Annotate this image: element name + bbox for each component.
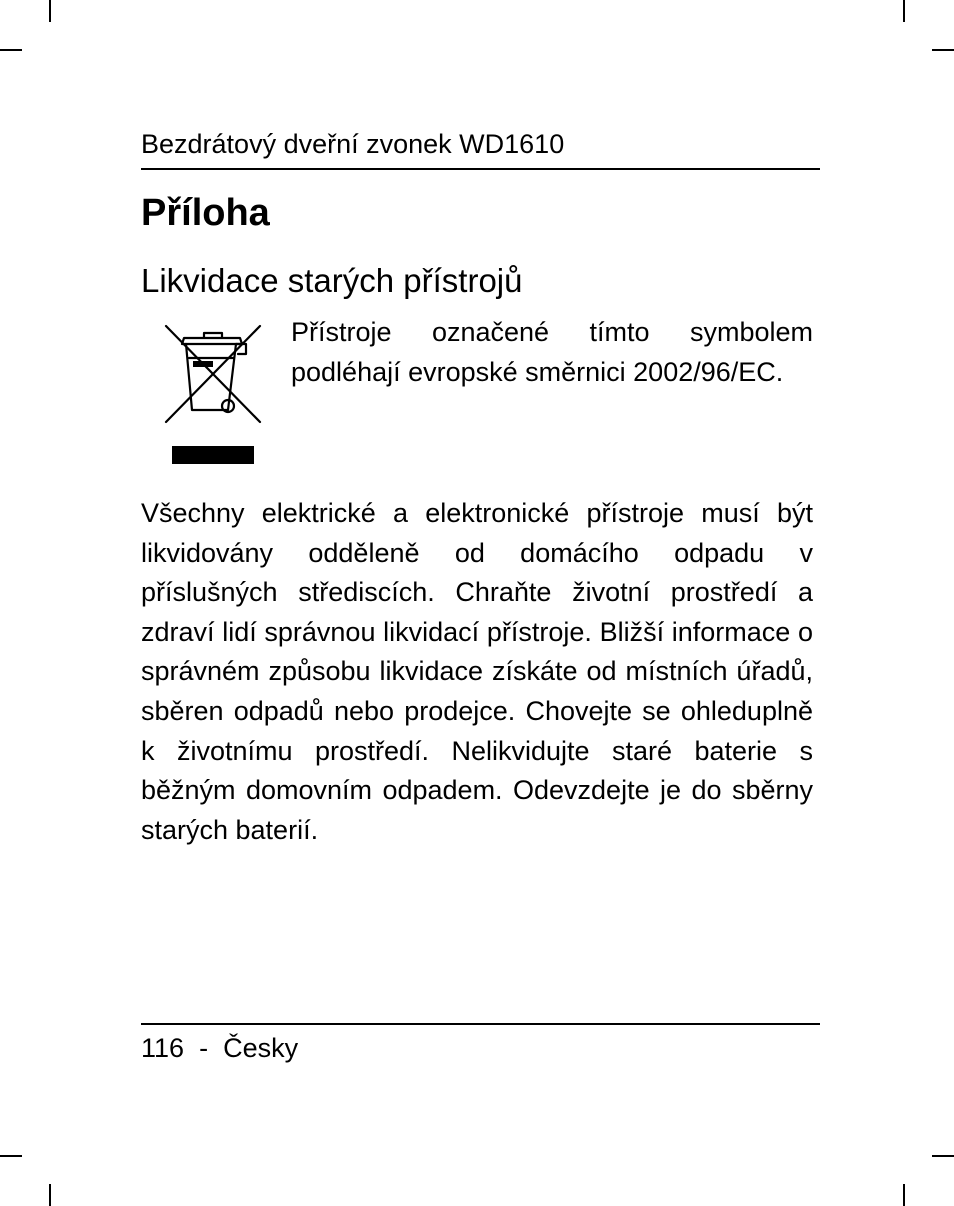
crop-mark xyxy=(903,1184,905,1206)
footer-rule xyxy=(141,1023,820,1025)
directive-notice: Přístroje označené tímto symbolem podléhají evropské směrnici 2002/96/EC. xyxy=(291,317,813,387)
crop-mark xyxy=(49,0,51,22)
section-title: Příloha xyxy=(141,192,270,234)
running-header: Bezdrátový dveřní zvonek WD1610 xyxy=(141,129,565,159)
crossed-out-wheelie-bin-icon xyxy=(162,322,264,466)
footer-language: Česky xyxy=(223,1033,299,1063)
crop-mark xyxy=(932,1155,954,1157)
page-footer xyxy=(141,1030,298,1066)
crop-mark xyxy=(0,49,22,51)
subsection-title: Likvidace starých přístrojů xyxy=(141,262,523,299)
page-number: 116 xyxy=(141,1033,185,1063)
crop-mark xyxy=(932,49,954,51)
crop-mark xyxy=(903,0,905,22)
crop-mark xyxy=(0,1155,22,1157)
crop-mark xyxy=(49,1184,51,1206)
disposal-instructions: Všechny elektrické a elektronické přístroje musí být likvidovány odděleně od domácího odpadu v příslušných střediscích. Chraňte životní prostředí a zdraví lidí správnou likvidací přístroje. Bližší informace o správném způsobu likvidace získáte od místních úřadů, sběren odpadů nebo prodejce. Chovejte se ohleduplně k životnímu prostředí. Nelikvidujte staré baterie s běžným domovním odpadem. Odevzdejte je do sběrny starých baterií. xyxy=(141,498,813,845)
header-rule xyxy=(141,168,820,170)
footer-separator: - xyxy=(199,1033,209,1063)
